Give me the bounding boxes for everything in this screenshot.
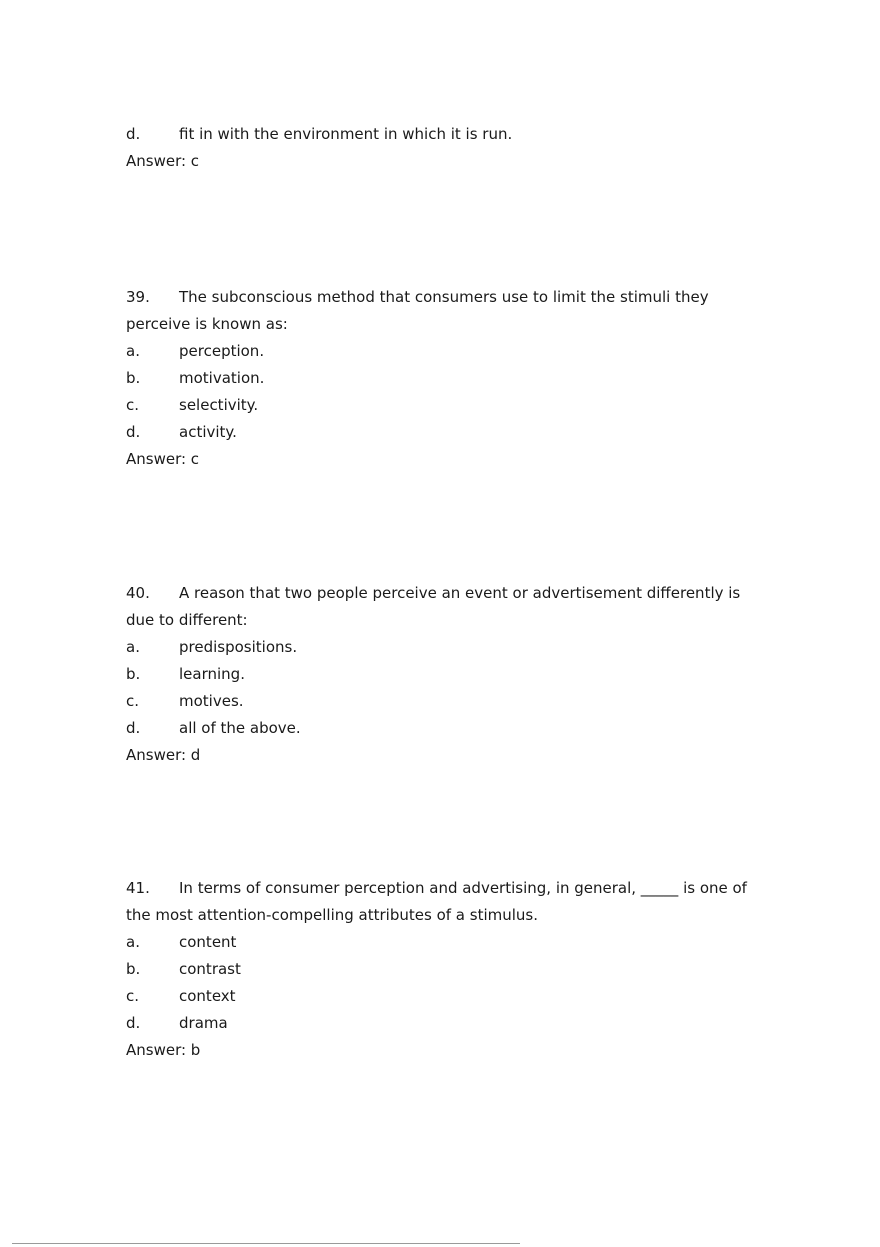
question-stem-line-1: A reason that two people perceive an event or advertisement differently is <box>179 584 741 602</box>
option-letter: c. <box>126 396 140 414</box>
option-letter: c. <box>126 987 140 1005</box>
option-text: selectivity. <box>179 396 259 414</box>
option-a <box>126 634 766 661</box>
question-stem <box>126 580 766 607</box>
option-letter: d. <box>126 1014 141 1032</box>
option-text: motives. <box>179 692 244 710</box>
question-stem <box>126 284 766 311</box>
option-d <box>126 121 766 148</box>
option-text: contrast <box>179 960 241 978</box>
option-d <box>126 715 766 742</box>
option-d <box>126 1010 766 1037</box>
option-text: context <box>179 987 236 1005</box>
answer-line: Answer: d <box>126 746 201 764</box>
carryover-block <box>126 121 766 175</box>
option-text: drama <box>179 1014 228 1032</box>
option-b <box>126 661 766 688</box>
option-text: perception. <box>179 342 265 360</box>
option-letter: d. <box>126 125 141 143</box>
question-stem-line-1: The subconscious method that consumers use to limit the stimuli they <box>179 288 709 306</box>
option-letter: d. <box>126 423 141 441</box>
question-number: 40. <box>126 584 150 602</box>
option-d <box>126 419 766 446</box>
option-c <box>126 688 766 715</box>
question-number: 39. <box>126 288 150 306</box>
question-39 <box>126 284 766 473</box>
option-letter: a. <box>126 342 140 360</box>
option-b <box>126 956 766 983</box>
option-letter: c. <box>126 692 140 710</box>
option-text: motivation. <box>179 369 265 387</box>
option-letter: d. <box>126 719 141 737</box>
option-letter: b. <box>126 665 141 683</box>
question-stem-line-2: due to different: <box>126 611 248 629</box>
question-41 <box>126 875 766 1064</box>
option-c <box>126 392 766 419</box>
answer-line: Answer: b <box>126 1041 201 1059</box>
question-stem-line-2: perceive is known as: <box>126 315 288 333</box>
question-stem-line-1: In terms of consumer perception and advertising, in general, _____ is one of <box>179 879 747 897</box>
option-letter: a. <box>126 638 140 656</box>
option-c <box>126 983 766 1010</box>
question-40 <box>126 580 766 769</box>
question-stem <box>126 875 766 902</box>
question-number: 41. <box>126 879 150 897</box>
question-stem-line-2: the most attention-compelling attributes of a stimulus. <box>126 906 538 924</box>
answer-line: Answer: c <box>126 152 200 170</box>
option-text: predispositions. <box>179 638 298 656</box>
option-a <box>126 929 766 956</box>
option-letter: b. <box>126 369 141 387</box>
option-text: activity. <box>179 423 237 441</box>
option-letter: b. <box>126 960 141 978</box>
option-text: fit in with the environment in which it is run. <box>179 125 513 143</box>
option-text: learning. <box>179 665 245 683</box>
footer-divider <box>12 1243 520 1244</box>
answer-line: Answer: c <box>126 450 200 468</box>
option-letter: a. <box>126 933 140 951</box>
option-b <box>126 365 766 392</box>
option-text: content <box>179 933 237 951</box>
option-a <box>126 338 766 365</box>
option-text: all of the above. <box>179 719 301 737</box>
